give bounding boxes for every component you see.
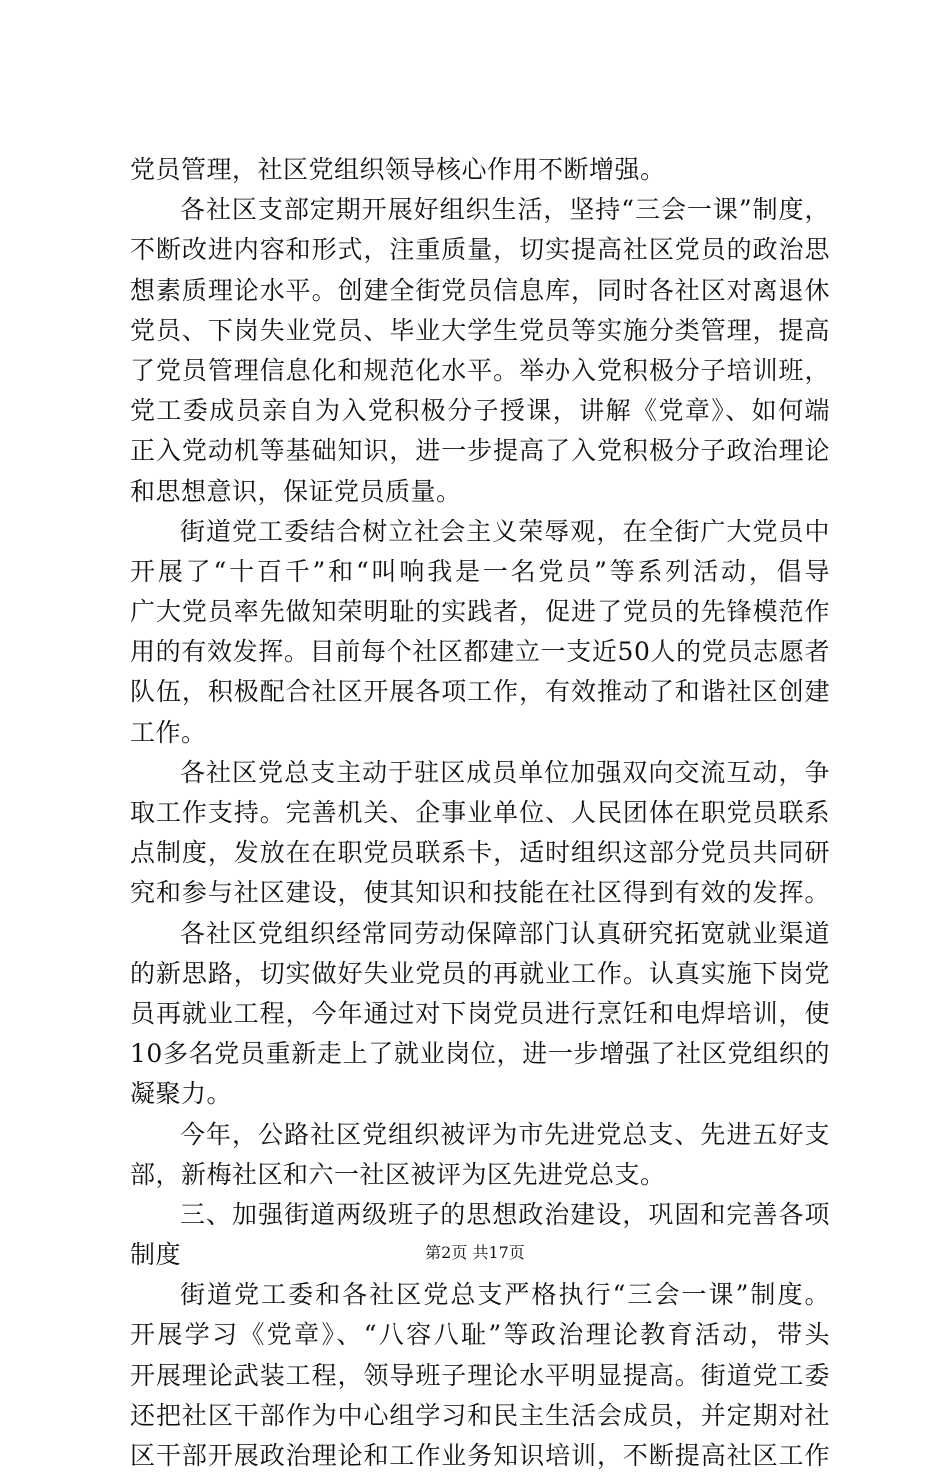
text-line: 各社区党组织经常同劳动保障部门认真研究拓宽就业渠道 xyxy=(180,918,830,948)
text-line: 党工委成员亲自为入党积极分子授课，讲解《党章》、如何端 xyxy=(130,396,830,426)
text-line: 三、加强街道两级班子的思想政治建设，巩固和完善各项 xyxy=(180,1199,830,1229)
text-line: 开展了“十百千”和“叫响我是一名党员”等系列活动，倡导 xyxy=(130,556,830,586)
text-line: 不断改进内容和形式，注重质量，切实提高社区党员的政治思 xyxy=(130,235,830,265)
text-line: 想素质理论水平。创建全街党员信息库，同时各社区对离退休 xyxy=(130,275,830,305)
text-line: 各社区党总支主动于驻区成员单位加强双向交流互动，争 xyxy=(180,757,830,787)
text-line: 队伍，积极配合社区开展各项工作，有效推动了和谐社区创建 xyxy=(130,677,830,707)
text-line: 员再就业工程，今年通过对下岗党员进行烹饪和电焊培训，使 xyxy=(130,998,830,1028)
text-line: 制度 xyxy=(130,1240,182,1270)
text-line: 各社区支部定期开展好组织生活，坚持“三会一课”制度， xyxy=(180,195,830,225)
text-line: 今年，公路社区党组织被评为市先进党总支、先进五好支 xyxy=(180,1119,830,1149)
text-line: 还把社区干部作为中心组学习和民主生活会成员，并定期对社 xyxy=(130,1400,830,1430)
text-line: 正入党动机等基础知识，进一步提高了入党积极分子政治理论 xyxy=(130,436,830,466)
text-line: 广大党员率先做知荣明耻的实践者，促进了党员的先锋模范作 xyxy=(130,597,830,627)
text-line: 了党员管理信息化和规范化水平。举办入党积极分子培训班， xyxy=(130,355,830,385)
text-line: 工作。 xyxy=(130,717,207,747)
text-line: 党员管理，社区党组织领导核心作用不断增强。 xyxy=(130,155,666,184)
text-line: 凝聚力。 xyxy=(130,1079,233,1109)
text-line: 点制度，发放在在职党员联系卡，适时组织这部分党员共同研 xyxy=(130,838,830,868)
text-line: 党员、下岗失业党员、毕业大学生党员等实施分类管理，提高 xyxy=(130,315,830,345)
text-line: 区干部开展政治理论和工作业务知识培训，不断提高社区工作 xyxy=(130,1441,830,1470)
page-number: 第2页 共17页 xyxy=(425,1243,525,1262)
text-line: 取工作支持。完善机关、企事业单位、人民团体在职党员联系 xyxy=(130,798,830,827)
text-line: 用的有效发挥。目前每个社区都建立一支近50人的党员志愿者 xyxy=(130,637,830,667)
text-line: 街道党工委结合树立社会主义荣辱观，在全街广大党员中 xyxy=(180,516,830,546)
text-line: 部，新梅社区和六一社区被评为区先进党总支。 xyxy=(130,1159,666,1189)
text-line: 的新思路，切实做好失业党员的再就业工作。认真实施下岗党 xyxy=(130,958,830,988)
text-line: 开展理论武装工程，领导班子理论水平明显提高。街道党工委 xyxy=(130,1360,830,1390)
text-line: 和思想意识，保证党员质量。 xyxy=(130,476,462,506)
text-line: 10多名党员重新走上了就业岗位，进一步增强了社区党组织的 xyxy=(130,1039,830,1069)
text-line: 究和参与社区建设，使其知识和技能在社区得到有效的发挥。 xyxy=(130,878,830,908)
document-body xyxy=(130,150,830,1476)
text-line: 街道党工委和各社区党总支严格执行“三会一课”制度。 xyxy=(180,1280,830,1310)
text-line: 开展学习《党章》、“八容八耻”等政治理论教育活动，带头 xyxy=(130,1320,830,1350)
